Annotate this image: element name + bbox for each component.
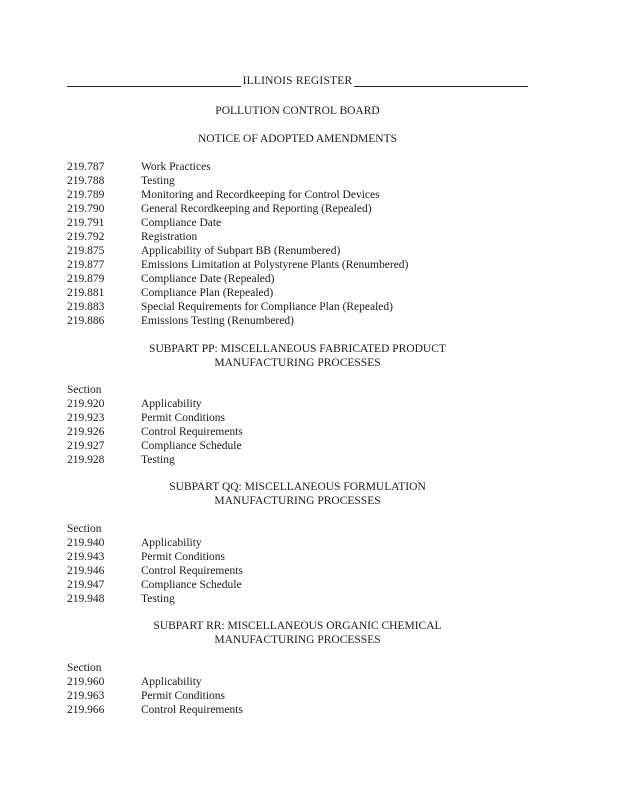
list-item: 219.966 Control Requirements	[67, 704, 243, 716]
list-item: 219.963 Permit Conditions	[67, 690, 226, 702]
section-list-top	[67, 160, 528, 328]
list-item: 219.790 General Recordkeeping and Reporting (Repealed)	[67, 203, 372, 215]
subpart-rr-list	[67, 675, 528, 717]
register-header	[67, 72, 528, 90]
notice-title: NOTICE OF ADOPTED AMENDMENTS	[197, 133, 398, 145]
board-name: POLLUTION CONTROL BOARD	[215, 105, 380, 117]
list-item: 219.960 Applicability	[67, 676, 202, 688]
subpart-qq-heading: SUBPART QQ: MISCELLANEOUS FORMULATION	[169, 481, 426, 493]
list-item: 219.787 Work Practices	[67, 161, 211, 173]
list-item: 219.947 Compliance Schedule	[67, 579, 242, 591]
list-item: 219.926 Control Requirements	[67, 426, 243, 438]
section-label: Section	[67, 384, 102, 396]
list-item: 219.792 Registration	[67, 231, 198, 243]
list-item: 219.946 Control Requirements	[67, 565, 243, 577]
subpart-qq-heading-line2: MANUFACTURING PROCESSES	[214, 495, 381, 507]
list-item: 219.940 Applicability	[67, 537, 202, 549]
list-item: 219.789 Monitoring and Recordkeeping for Control Devices	[67, 189, 380, 201]
subpart-qq-list	[67, 536, 528, 606]
list-item: 219.928 Testing	[67, 454, 175, 466]
list-item: 219.788 Testing	[67, 175, 175, 187]
list-item: 219.879 Compliance Date (Repealed)	[67, 273, 275, 285]
list-item: 219.881 Compliance Plan (Repealed)	[67, 287, 274, 299]
list-item: 219.948 Testing	[67, 593, 175, 605]
list-item: 219.943 Permit Conditions	[67, 551, 226, 563]
list-item: 219.791 Compliance Date	[67, 217, 222, 229]
subpart-pp-list	[67, 397, 528, 467]
subpart-pp-heading: SUBPART PP: MISCELLANEOUS FABRICATED PRODUCT	[149, 343, 446, 355]
subpart-pp-heading-line2: MANUFACTURING PROCESSES	[214, 357, 381, 369]
register-title: ILLINOIS REGISTER	[242, 75, 353, 87]
subpart-rr-heading-line2: MANUFACTURING PROCESSES	[214, 634, 381, 646]
list-item: 219.883 Special Requirements for Compliance Plan (Repealed)	[67, 301, 393, 313]
list-item: 219.923 Permit Conditions	[67, 412, 226, 424]
subpart-rr-heading: SUBPART RR: MISCELLANEOUS ORGANIC CHEMICAL	[153, 620, 442, 632]
section-label: Section	[67, 523, 102, 535]
list-item: 219.875 Applicability of Subpart BB (Renumbered)	[67, 245, 341, 257]
list-item: 219.927 Compliance Schedule	[67, 440, 242, 452]
list-item: 219.877 Emissions Limitation at Polystyrene Plants (Renumbered)	[67, 259, 409, 271]
section-label: Section	[67, 662, 102, 674]
list-item: 219.886 Emissions Testing (Renumbered)	[67, 315, 294, 327]
list-item: 219.920 Applicability	[67, 398, 202, 410]
